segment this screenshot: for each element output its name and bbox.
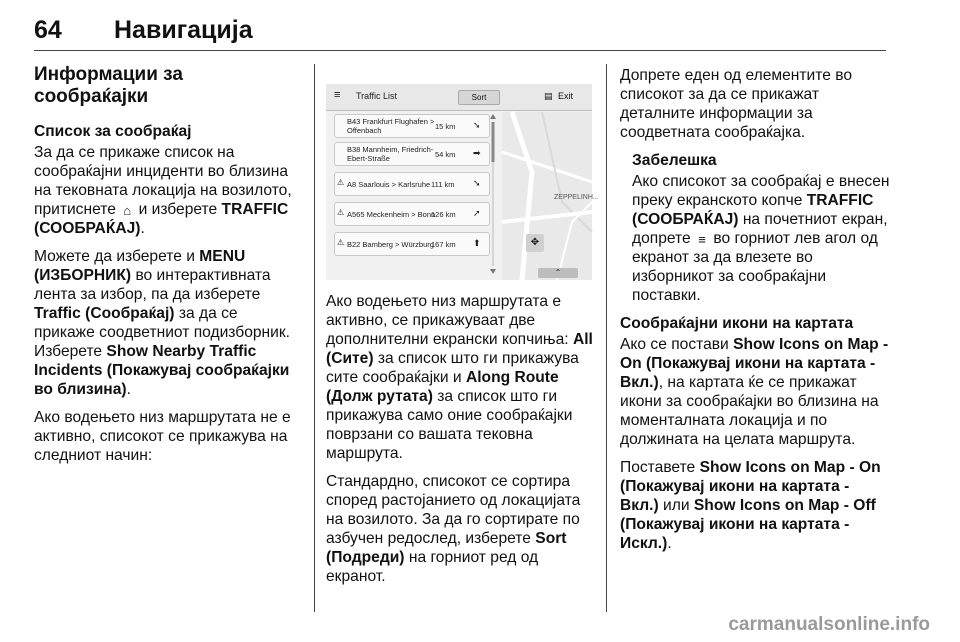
paragraph: Ако се постави Show Icons on Map - On (Покажувај икони на картата - Вкл.), на картата ќе се прикажат икони за сообраќајки во близина на моменталната локација и по должината на целата маршрута. [620, 336, 889, 448]
sort-button[interactable]: Sort [458, 90, 500, 105]
home-icon: ⌂ [123, 203, 132, 218]
traffic-item-distance: 15 km [435, 122, 456, 131]
warning-icon: ⚠ [337, 238, 345, 247]
note-title: Забелешка [632, 152, 717, 169]
paragraph: За да се прикаже список на сообраќајни инциденти во близина на тековната локација на возилото, притиснете ⌂ и изберете TRAFFIC (СООБРАЌАЈ). [34, 144, 292, 237]
traffic-item-text: B38 Mannheim, Friedrich-Ebert-Straße [347, 145, 434, 163]
traffic-list-item[interactable] [334, 142, 490, 166]
column-divider-right [606, 64, 607, 612]
screen [326, 84, 599, 280]
menu-icon: ≡ [334, 89, 341, 101]
traffic-list-subheading: Список за сообраќај [34, 123, 192, 140]
menu-icon: ≡ [698, 232, 706, 247]
warning-icon: ⚠ [337, 208, 345, 217]
map-icons-subheading: Сообраќајни икони на картата [620, 315, 854, 332]
traffic-item-text: B43 Frankfurt Flughafen > Offenbach [347, 117, 435, 135]
traffic-list-item[interactable] [334, 202, 490, 226]
map-label: ZEPPELINH... [554, 194, 599, 201]
compass-button[interactable]: ✥ [526, 234, 544, 252]
column-divider-left [314, 64, 315, 612]
direction-arrow-icon: ⬆ [473, 238, 481, 248]
collapse-button[interactable]: ⌃ [538, 268, 578, 278]
direction-arrow-icon: ➚ [473, 208, 481, 218]
watermark: carmanualsonline.info [728, 614, 930, 635]
paragraph: Допрете еден од елементите во списокот за да се прикажат деталните информации за соодветната сообраќајка. [620, 67, 852, 141]
paragraph: Поставете Show Icons on Map - On (Покажувај икони на картата - Вкл.) или Show Icons on Map - Off (Покажувај икони на картата - Искл.). [620, 459, 881, 552]
middle-column [326, 292, 596, 595]
paragraph: Ако водењето низ маршрутата не е активно, списокот се прикажува на следниот начин: [34, 409, 291, 464]
page-number: 64 [34, 16, 62, 44]
traffic-item-distance: 111 km [431, 180, 455, 189]
traffic-list-screenshot [326, 84, 599, 280]
header-rule [34, 50, 886, 51]
warning-icon: ⚠ [337, 178, 345, 187]
right-column [620, 66, 892, 562]
exit-button[interactable]: Exit [558, 91, 574, 101]
list-scrollbar[interactable] [490, 114, 496, 274]
traffic-item-distance: 54 km [435, 150, 456, 159]
paragraph: Ако водењето низ маршрутата е активно, се прикажуваат две дополнителни екрански копчиња: All (Сите) за список што ги прикажува сите сообраќајки и Along Route (Долж рутата) за список што ги прикажува само оние сообраќајки поврзани со вашата тековна маршрута. [326, 293, 593, 462]
direction-arrow-icon: ➘ [473, 178, 481, 188]
traffic-list [334, 114, 488, 274]
traffic-item-text: B22 Bamberg > Würzburg [347, 240, 434, 249]
direction-arrow-icon: ➘ [473, 120, 481, 130]
traffic-list-item[interactable] [334, 172, 490, 196]
note-box [620, 151, 892, 305]
direction-arrow-icon: ➡ [473, 148, 481, 158]
traffic-item-text: A565 Meckenheim > Bonn [347, 210, 436, 219]
screen-top-bar [326, 84, 592, 111]
traffic-list-item[interactable] [334, 114, 490, 138]
note-text: Ако списокот за сообраќај е внесен преку екранското копче TRAFFIC (СООБРАЌАЈ) на почетниот екран, допрете ≡ во горниот лев агол од екранот за да влезете во изборникот за сообраќајни поставки. [632, 173, 890, 304]
traffic-list-item[interactable] [334, 232, 490, 256]
paragraph: Стандардно, списокот се сортира според растојанието од локацијата на возилото. За да го сортирате по азбучен редослед, изберете Sort (Подреди) на горниот ред од екранот. [326, 473, 581, 585]
traffic-item-distance: 126 km [431, 210, 456, 219]
exit-icon: ▤ [544, 91, 553, 101]
left-column [34, 64, 300, 474]
traffic-item-text: A8 Saarlouis > Karlsruhe [347, 180, 431, 189]
paragraph: Можете да изберете и MENU (ИЗБОРНИК) во интерактивната лента за избор, па да изберете Traffic (Сообраќај) за да се прикаже соодветниот подизборник. Изберете Show Nearby Traffic Incidents (Покажувај сообраќајки во близина). [34, 248, 291, 398]
section-heading: Информации за сообраќајки [34, 64, 183, 107]
screen-title: Traffic List [356, 91, 398, 101]
traffic-item-distance: 167 km [431, 240, 456, 249]
chapter-title: Навигација [114, 16, 253, 44]
